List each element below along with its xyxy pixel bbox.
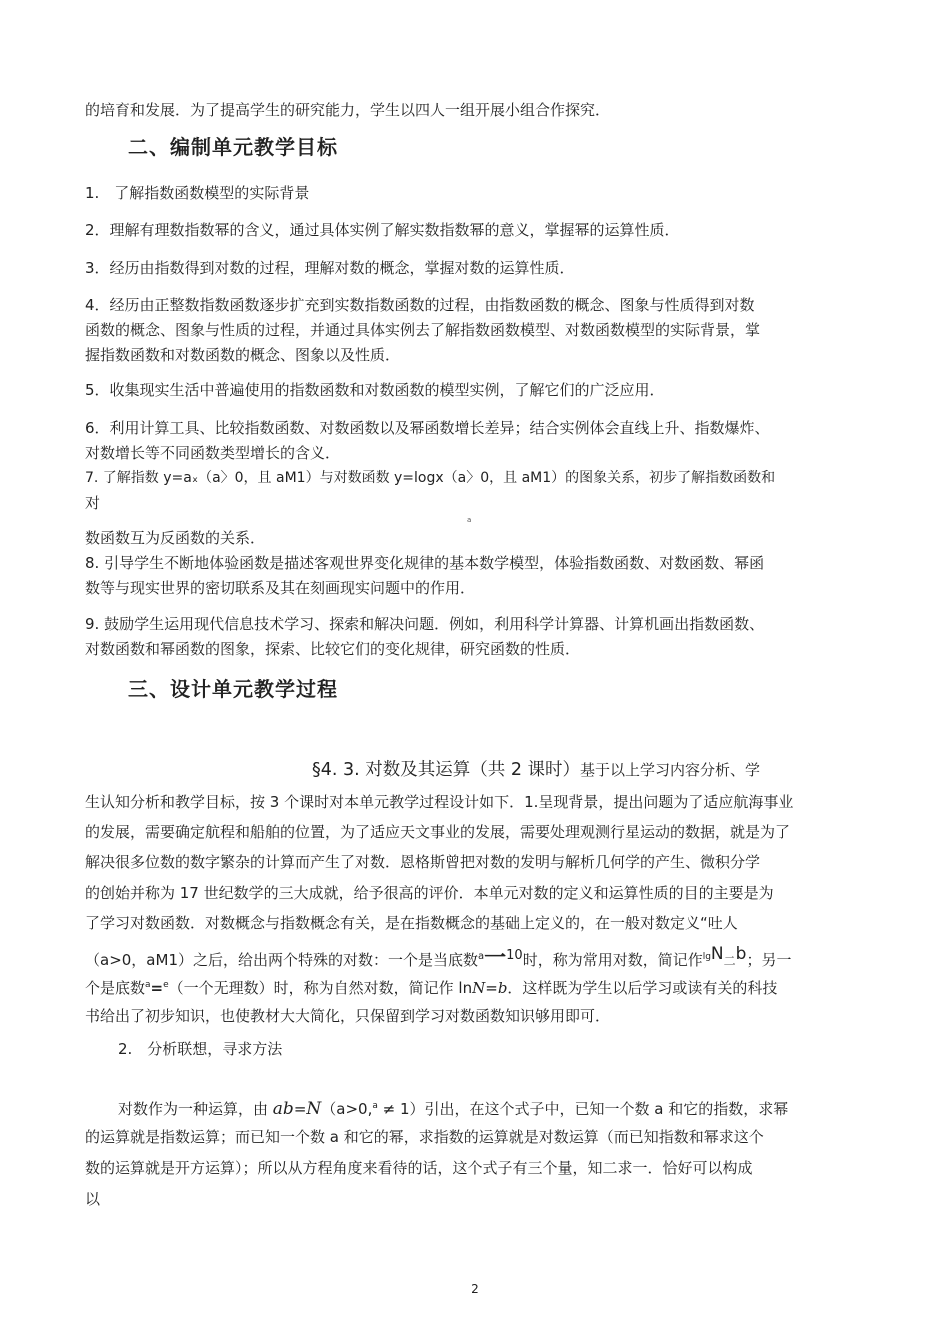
para-line: 个是底数$^a$=$^e$（一个无理数）时，称为自然对数，简记作 lnN=b．这样既为学生以后学习或读有关的科技 (85, 979, 778, 997)
goal-line: 握指数函数和对数函数的概念、图象以及性质． (85, 346, 401, 364)
goal-line: 4．经历由正整数指数函数逐步扩充到实数指数函数的过程，由指数函数的概念、图象与性质得到对数 (85, 296, 755, 314)
para-line: 对数作为一种运算，由 ab=N（a>0,$^a$ ≠ 1）引出，在这个式子中，已知一个数 a 和它的指数，求幂 (118, 1099, 789, 1119)
goal-line: 9. 鼓励学生运用现代信息技术学习、探索和解决问题．例如，利用科学计算器、计算机画出指数函数、 (85, 615, 765, 633)
heading-unit-goals: 二、编制单元教学目标 (128, 135, 338, 159)
para-line: （a>0，aM1）之后，给出两个特殊的对数：一个是当底数$^a$一10时，称为常用对数，简记作$^{lg}$N二b；另一 (85, 944, 792, 971)
para-line: 的运算就是指数运算；而已知一个数 a 和它的幂，求指数的运算就是对数运算（而已知指数和幂求这个 (85, 1128, 764, 1146)
goal-line: 函数的概念、图象与性质的过程，并通过具体实例去了解指数函数模型、对数函数模型的实际背景，掌 (85, 321, 761, 339)
goal-line: 2．理解有理数指数幂的含义，通过具体实例了解实数指数幂的意义，掌握幂的运算性质． (85, 221, 680, 239)
para-line: 数的运算就是开方运算）；所以从方程角度来看待的话，这个式子有三个量，知二求一．恰好可以构成 (85, 1159, 753, 1177)
para-line-text: 基于以上学习内容分析、学 (580, 761, 761, 779)
goal-line: 数等与现实世界的密切联系及其在刻画现实问题中的作用． (85, 579, 476, 597)
goal-line: 6．利用计算工具、比较指数函数、对数函数以及幂函数增长差异；结合实例体会直线上升、指数爆炸、 (85, 419, 770, 437)
goal-line: 对 (85, 494, 101, 512)
top-line: 的培育和发展．为了提高学生的研究能力，学生以四人一组开展小组合作探究． (85, 101, 611, 119)
para-line (312, 758, 760, 782)
para-line: 书给出了初步知识，也使教材大大简化，只保留到学习对数函数知识够用即可． (85, 1007, 611, 1025)
page-number: 2 (471, 1282, 479, 1296)
goal-line: 7. 了解指数 y=aₓ（a〉0，且 aM1）与对数函数 y=logx（a〉0，且 aM1）的图象关系，初步了解指数函数和 (85, 470, 776, 486)
goal-line: 5．收集现实生活中普遍使用的指数函数和对数函数的模型实例，了解它们的广泛应用． (85, 381, 665, 399)
goal-line: 对数函数和幂函数的图象，探索、比较它们的变化规律，研究函数的性质． (85, 640, 581, 658)
goal-line: 数函数互为反函数的关系． (85, 529, 266, 547)
goal-line: 8. 引导学生不断地体验函数是描述客观世界变化规律的基本数学模型，体验指数函数、对数函数、幂函 (85, 554, 765, 572)
heading-unit-process: 三、设计单元教学过程 (128, 677, 338, 701)
para-line: 了学习对数函数．对数概念与指数概念有关，是在指数概念的基础上定义的，在一般对数定义“吐人 (85, 914, 738, 932)
goal-line: 1. 了解指数函数模型的实际背景 (85, 184, 310, 202)
section-title: §4. 3. 对数及其运算（共 2 课时） (312, 760, 581, 780)
para-line: 以 (85, 1190, 101, 1208)
step-2-heading: 2. 分析联想，寻求方法 (118, 1040, 283, 1058)
para-line: 解决很多位数的数字繁杂的计算而产生了对数．恩格斯曾把对数的发明与解析几何学的产生、微积分学 (85, 853, 761, 871)
para-line: 的发展，需要确定航程和船舶的位置，为了适应天文事业的发展，需要处理观测行星运动的数据，就是为了 (85, 823, 791, 841)
tiny-subscript-a: a (467, 516, 472, 524)
para-line: 的创始并称为 17 世纪数学的三大成就，给予很高的评价．本单元对数的定义和运算性质的目的主要是为 (85, 884, 774, 902)
goal-line: 对数增长等不同函数类型增长的含义． (85, 444, 341, 462)
para-line: 生认知分析和教学目标，按 3 个课时对本单元教学过程设计如下．1.呈现背景，提出问题为了适应航海事业 (85, 793, 794, 811)
goal-line: 3．经历由指数得到对数的过程，理解对数的概念，掌握对数的运算性质． (85, 259, 575, 277)
